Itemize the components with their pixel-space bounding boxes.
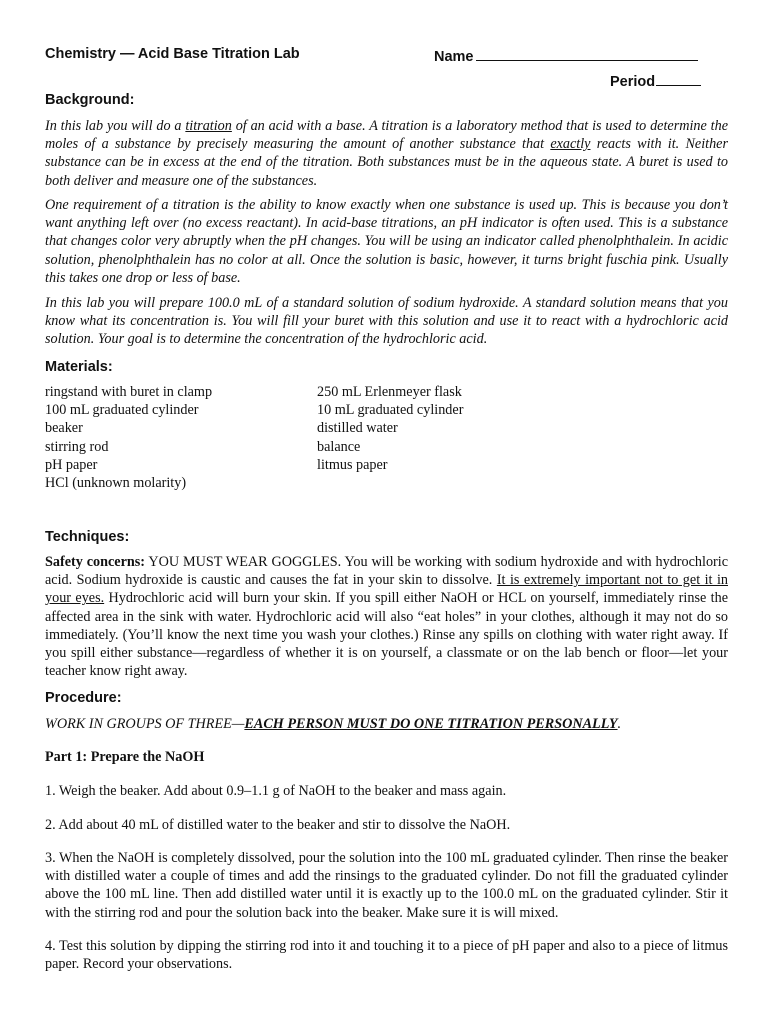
materials-list-right xyxy=(317,383,463,474)
groups-instruction: WORK IN GROUPS OF THREE—EACH PERSON MUST DO ONE TITRATION PERSONALLY. xyxy=(45,716,622,732)
page-title: Chemistry — Acid Base Titration Lab xyxy=(45,46,300,62)
techniques-heading: Techniques: xyxy=(45,529,130,545)
list-item: 250 mL Erlenmeyer flask xyxy=(317,384,462,400)
eyes-warning: It is extremely important not to get it in your eyes. xyxy=(45,572,728,607)
name-field xyxy=(434,46,698,65)
background-paragraph-1: In this lab you will do a titration of an acid with a base. A titration is a laboratory method that is used to determine the moles of a substance by precisely measuring the amount of another substance that exactly reacts with it. Neither substance can be in excess at the end of the titration. Both substances must be in the aqueous state. A buret is used to both deliver and measure one of the substances. xyxy=(45,118,728,189)
exactly-term: exactly xyxy=(550,136,591,153)
procedure-step: 1. Weigh the beaker. Add about 0.9–1.1 g of NaOH to the beaker and mass again. xyxy=(45,783,507,799)
list-item: pH paper xyxy=(45,456,98,473)
procedure-step: 3. When the NaOH is completely dissolved, pour the solution into the 100 mL graduated cylinder. Then rinse the beaker with distilled water a couple of times and add the rinsings to the graduated cylinder. Do not fill the graduated cylinder above the 100 mL line. Then add distilled water until it is exactly up to the 100.0 mL on the graduated cylinder. Stir it with the stirring rod and pour the solution back into the beaker. Make sure it is will mixed. xyxy=(45,850,728,921)
period-label: Period xyxy=(610,74,656,90)
list-item: litmus paper xyxy=(317,456,388,473)
name-label: Name xyxy=(434,49,474,65)
list-item: balance xyxy=(317,438,361,455)
materials-list-left xyxy=(45,383,212,492)
period-field xyxy=(610,71,701,90)
procedure-step: 2. Add about 40 mL of distilled water to the beaker and stir to dissolve the NaOH. xyxy=(45,817,511,833)
list-item: stirring rod xyxy=(45,438,109,455)
background-paragraph-3: In this lab you will prepare 100.0 mL of a standard solution of sodium hydroxide. A standard solution means that you know what its concentration is. You will fill your buret with this solution and use it to react with a hydrochloric acid solution. Your goal is to determine the concentration of the hydrochloric acid. xyxy=(45,295,728,348)
procedure-heading: Procedure: xyxy=(45,690,122,706)
safety-label: Safety concerns: xyxy=(45,554,146,570)
titration-term: titration xyxy=(185,118,232,134)
name-blank-line xyxy=(476,46,698,61)
procedure-step: 4. Test this solution by dipping the stirring rod into it and touching it to a piece of pH paper and also to a piece of litmus paper. Record your observations. xyxy=(45,938,728,973)
background-heading: Background: xyxy=(45,92,135,108)
background-paragraph-2: One requirement of a titration is the ability to know exactly when one substance is used up. This is because you don’t want anything left over (no excess reactant). In acid-base titrations, an pH indicator is often used. This is a substance that changes color very abruptly when the pH changes. You will be using an indicator called phenolphthalein. In acidic solution, phenolphthalein has no color at all. Once the solution is basic, however, it turns bright fuschia pink. Usually this takes one drop or less of base. xyxy=(45,197,728,286)
list-item: ringstand with buret in clamp xyxy=(45,384,213,400)
list-item: 10 mL graduated cylinder xyxy=(317,402,464,419)
part1-heading: Part 1: Prepare the NaOH xyxy=(45,749,205,765)
list-item: beaker xyxy=(45,420,83,437)
list-item: 100 mL graduated cylinder xyxy=(45,402,199,419)
list-item: distilled water xyxy=(317,420,398,437)
safety-paragraph: Safety concerns: YOU MUST WEAR GOGGLES. You will be working with sodium hydroxide and with hydrochloric acid. Sodium hydroxide is caustic and causes the fat in your skin to dissolve. It is extremely important not to get it in your eyes. Hydrochloric acid will burn your skin. If you spill either NaOH or HCL on yourself, immediately rinse the affected area in the sink with water. Hydrochloric acid will also “eat holes” in your clothes, although it may not do so immediately. (You’ll know the next time you wash your clothes.) Rinse any spills on clothing with water right away. If you spill either substance—regardless of whether it is on yourself, a classmate or on the lab bench or floor—let your teacher know right away. xyxy=(45,554,729,680)
each-person-instruction: EACH PERSON MUST DO ONE TITRATION PERSONALLY xyxy=(244,716,618,732)
materials-heading: Materials: xyxy=(45,359,113,375)
period-blank-line xyxy=(656,71,701,86)
list-item: HCl (unknown molarity) xyxy=(45,475,187,492)
